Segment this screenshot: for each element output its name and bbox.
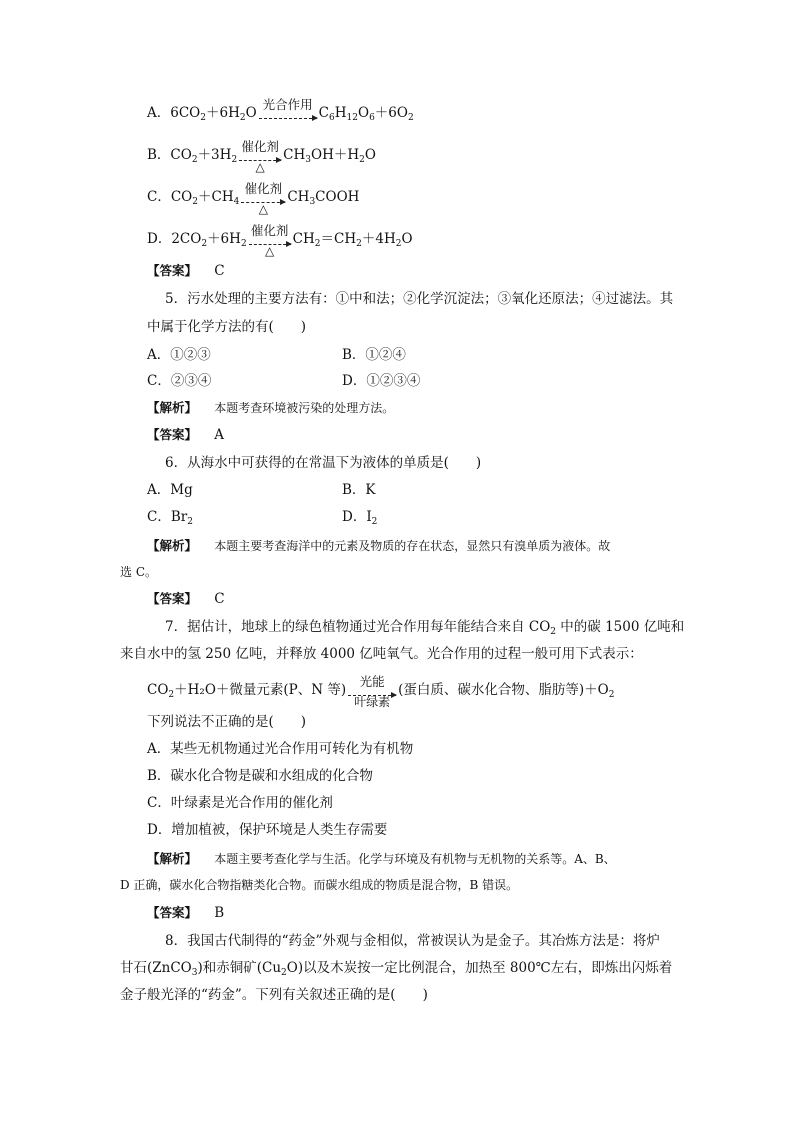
analysis-label: 【解析】 [147, 538, 198, 553]
q4-option-a: A．$6CO_2+6H_2O$ 光合作用 $C_6H_{12}O_6+6O_2$ [147, 97, 414, 123]
option-label: D． [147, 231, 172, 247]
reaction-arrow [249, 223, 291, 258]
q7-analysis-line2: D 正确，碳水化合物指糖类化合物。而碳水组成的物质是混合物，B 错误。 [120, 878, 519, 892]
analysis-text: 本题主要考查化学与生活。化学与环境及有机物与无机物的关系等。A、B、 [214, 852, 616, 866]
arrow-condition-bottom: 叶绿素 [354, 695, 391, 709]
arrow-condition-top: 光能 [359, 674, 385, 689]
answer-label: 【答案】 [147, 263, 198, 278]
q5-option-d: D．①②③④ [342, 373, 421, 389]
option-label: A． [147, 105, 171, 121]
q5-stem-line1: 5．污水处理的主要方法有：①中和法；②化学沉淀法；③氧化还原法；④过滤法。其 [165, 291, 674, 307]
q6-option-b: B．K [342, 482, 376, 498]
analysis-label: 【解析】 [147, 400, 198, 415]
reaction-arrow [241, 181, 285, 216]
q5-option-a: A．①②③ [147, 347, 211, 363]
answer-label: 【答案】 [147, 591, 198, 606]
q4-option-c: C．$CO_2+CH_4$ 催化剂 △ $CH_3COOH$ [147, 181, 360, 216]
q5-analysis [147, 399, 394, 417]
q8-stem-line3: 金子般光泽的“药金”。下列有关叙述正确的是( ) [120, 987, 428, 1003]
arrow-condition-bottom: △ [255, 160, 265, 174]
arrow-condition-top: 催化剂 [241, 139, 279, 154]
analysis-text: 本题主要考查海洋中的元素及物质的存在状态，显然只有溴单质为液体。故 [214, 539, 611, 553]
q5-option-c: C．②③④ [147, 373, 212, 389]
answer-value: B [214, 905, 225, 921]
q6-analysis-line1 [147, 537, 610, 555]
q4-answer [147, 262, 225, 280]
q7-equation: $CO_2+H_2O+$微量元素(P、N 等) 光能 叶绿素 (蛋白质、碳水化合物、脂肪等)$+O_2$ [147, 674, 615, 709]
q7-option-c: C．叶绿素是光合作用的催化剂 [147, 795, 333, 811]
arrow-condition-top: 催化剂 [244, 181, 283, 196]
q6-stem: 6．从海水中可获得的在常温下为液体的单质是( ) [165, 455, 482, 471]
answer-value: A [214, 427, 224, 443]
reaction-arrow [348, 674, 396, 709]
answer-value: C [214, 263, 225, 279]
q4-option-d: D．$2CO_2+6H_2$ 催化剂 △ $CH_2=CH_2+4H_2O$ [147, 223, 413, 258]
q7-option-b: B．碳水化合物是碳和水组成的化合物 [147, 768, 373, 784]
equation-left: ＋H₂O＋微量元素(P、N 等) [174, 682, 347, 698]
q7-question: 下列说法不正确的是( ) [147, 714, 307, 730]
q6-option-d: D．$I_2$ [342, 509, 378, 527]
q7-option-d: D．增加植被，保护环境是人类生存需要 [147, 822, 388, 838]
q7-stem-line2: 来自水中的氢 250 亿吨，并释放 4000 亿吨氧气。光合作用的过程一般可用下式表示： [120, 646, 643, 662]
q7-option-a: A．某些无机物通过光合作用可转化为有机物 [147, 741, 414, 757]
arrow-condition-top: 催化剂 [250, 223, 289, 238]
option-label: B． [147, 147, 171, 163]
analysis-label: 【解析】 [147, 851, 198, 866]
q7-analysis-line1 [147, 850, 616, 868]
q5-answer [147, 426, 224, 444]
answer-label: 【答案】 [147, 427, 198, 442]
arrow-condition: 光合作用 [262, 97, 313, 112]
arrow-condition-bottom: △ [258, 202, 268, 216]
reaction-arrow [259, 97, 317, 119]
q7-stem-line1: 7．据估计，地球上的绿色植物通过光合作用每年能结合来自 $CO_2$ 中的碳 1500 亿吨和 [165, 619, 685, 637]
arrow-condition-bottom: △ [265, 244, 275, 258]
reaction-arrow [239, 139, 281, 174]
option-label: C． [147, 189, 171, 205]
q7-answer [147, 904, 224, 922]
q6-analysis-line2: 选 C。 [120, 565, 157, 579]
q8-stem-line1: 8．我国古代制得的“药金”外观与金相似，常被误认为是金子。其冶炼方法是：将炉 [165, 933, 660, 949]
q4-option-b: B．$CO_2+3H_2$ 催化剂 △ $CH_3OH+H_2O$ [147, 139, 376, 174]
q5-stem-line2: 中属于化学方法的有( ) [147, 319, 307, 335]
q6-option-c: C．$Br_2$ [147, 509, 193, 527]
q8-stem-line2: 甘石(ZnCO$_3$)和赤铜矿$(Cu_2O)$以及木炭按一定比例混合，加热至 800℃左右，即炼出闪烁着 [120, 960, 673, 978]
answer-value: C [214, 591, 225, 607]
q6-answer [147, 590, 225, 608]
answer-label: 【答案】 [147, 905, 198, 920]
q6-option-a: A．Mg [147, 482, 193, 498]
equation-right: (蛋白质、碳水化合物、脂肪等)＋O [398, 682, 609, 698]
analysis-text: 本题考查环境被污染的处理方法。 [214, 401, 395, 415]
q5-option-b: B．①②④ [342, 347, 406, 363]
